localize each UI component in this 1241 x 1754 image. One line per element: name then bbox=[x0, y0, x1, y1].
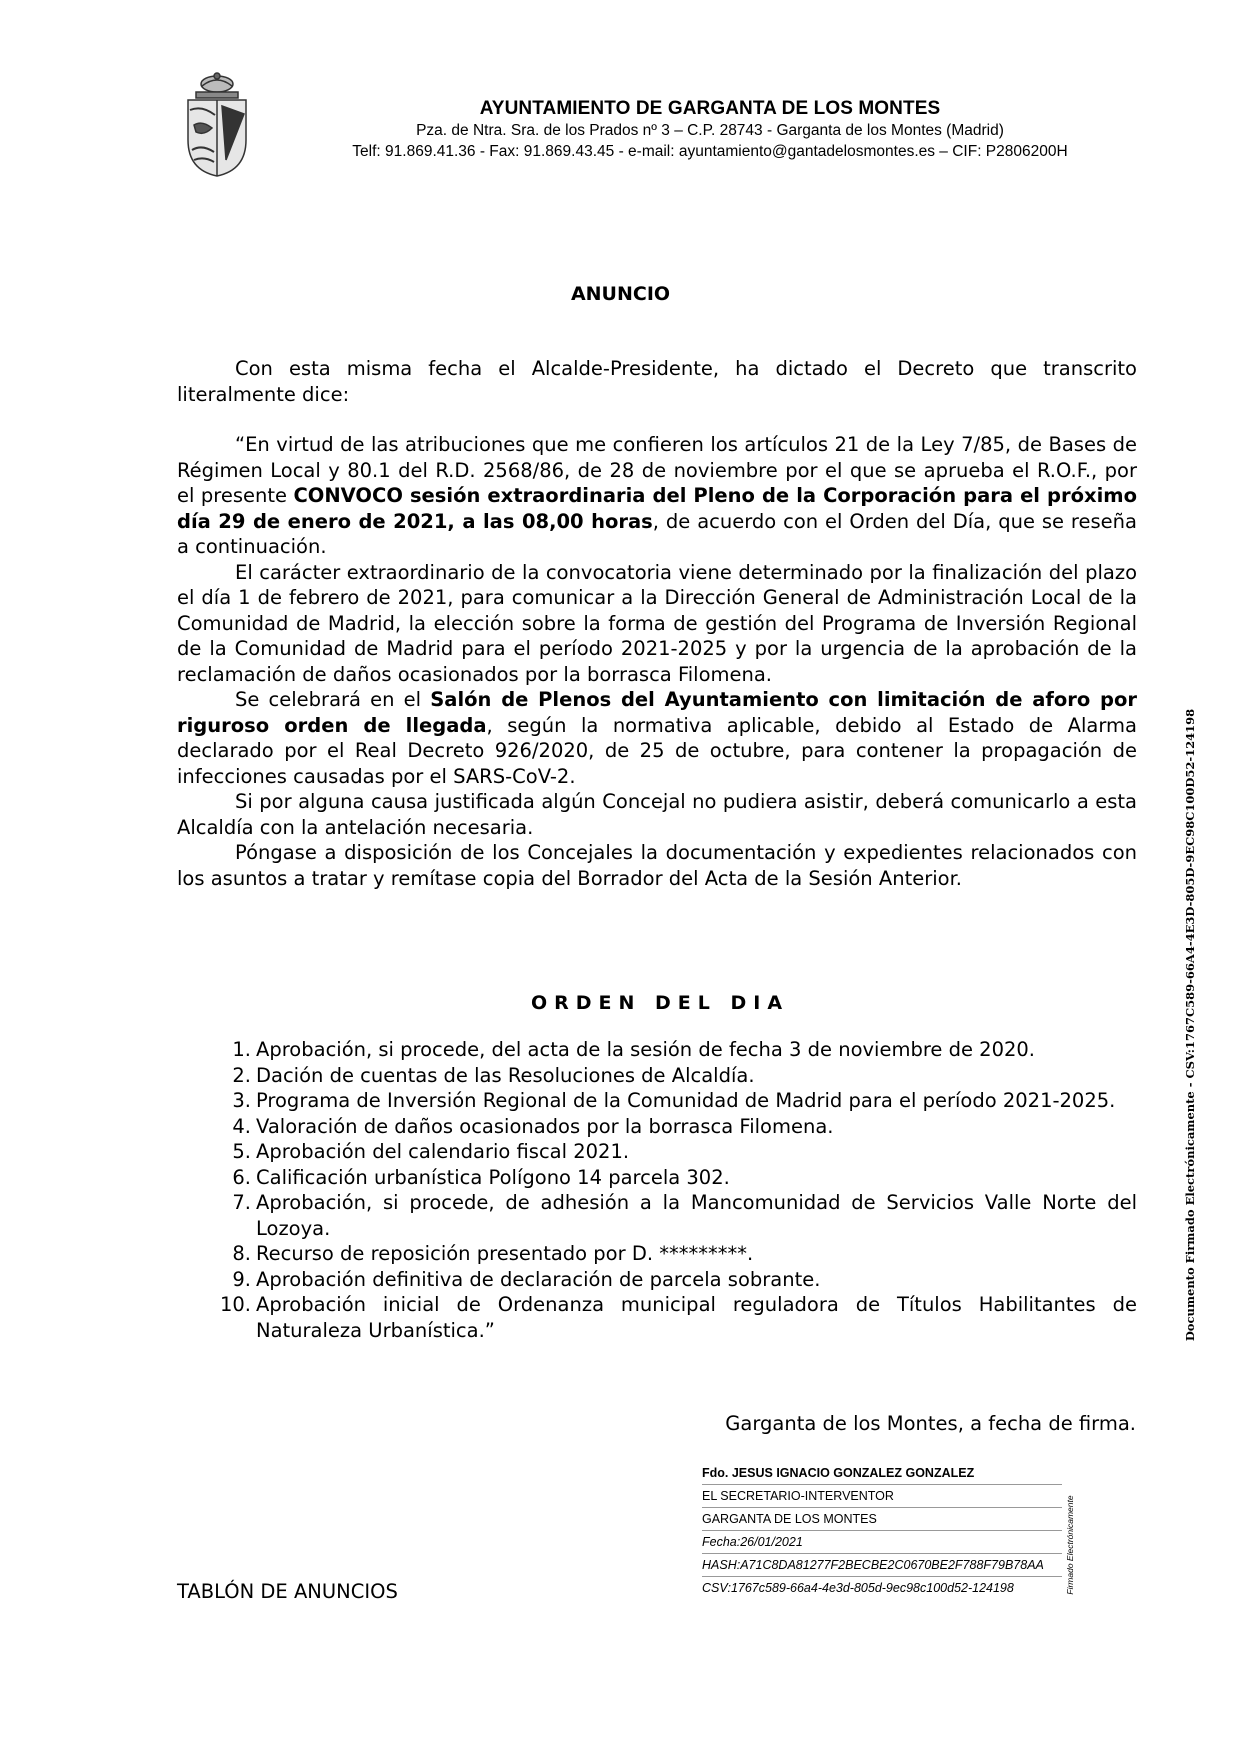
decree-paragraph-4: Si por alguna causa justificada algún Concejal no pudiera asistir, deberá comunicarlo a esta Alcaldía con la antelación necesaria. bbox=[177, 790, 1137, 839]
agenda-item-text: Valoración de daños ocasionados por la borrasca Filomena. bbox=[256, 1114, 834, 1138]
agenda-item-number: 8. bbox=[232, 1242, 251, 1265]
decree-p3-end: , según la normativa aplicable, debido al Estado de Alarma declarado por el Real Decreto 926/2020, de 25 de octubre, para contener la propagación de infecciones causadas por el SARS-CoV-2. bbox=[177, 713, 1137, 788]
municipal-crest-logo bbox=[182, 70, 252, 180]
agenda-item bbox=[177, 1165, 1137, 1191]
decree-p1-convocation: CONVOCO sesión extraordinaria del Pleno de la Corporación para el próximo día 29 de enero de 2021, a las 08,00 horas bbox=[177, 484, 1137, 533]
agenda-item bbox=[177, 1037, 1137, 1063]
signature-vertical-label bbox=[1063, 1480, 1077, 1610]
agenda-item bbox=[177, 1063, 1137, 1089]
agenda-item bbox=[177, 1139, 1137, 1165]
decree-p3-start: Se celebrará en el bbox=[235, 688, 431, 711]
organization-contact: Telf: 91.869.41.36 - Fax: 91.869.43.45 - e-mail: ayuntamiento@gantadelosmontes.es – CIF: P2806200H bbox=[352, 143, 1068, 160]
signature-csv: CSV:1767c589-66a4-4e3d-805d-9ec98c100d52-124198 bbox=[702, 1581, 1014, 1595]
agenda-item bbox=[177, 1190, 1137, 1241]
agenda-item bbox=[177, 1292, 1137, 1343]
agenda-item-text: Aprobación definitiva de declaración de parcela sobrante. bbox=[256, 1267, 821, 1291]
letterhead bbox=[280, 98, 1140, 162]
organization-name: AYUNTAMIENTO DE GARGANTA DE LOS MONTES bbox=[479, 98, 941, 119]
agenda-item-number: 6. bbox=[232, 1165, 251, 1189]
agenda-item-text: Dación de cuentas de las Resoluciones de Alcaldía. bbox=[256, 1063, 755, 1087]
signature-hash: HASH:A71C8DA81277F2BECBE2C0670BE2F788F79B78AA bbox=[702, 1554, 1062, 1577]
agenda-list bbox=[177, 1037, 1137, 1343]
agenda-item-text: Calificación urbanística Polígono 14 parcela 302. bbox=[256, 1165, 730, 1189]
signature-date: Fecha:26/01/2021 bbox=[702, 1531, 1062, 1554]
decree-p1-start: “En virtud de las atribuciones que me confieren los artículos 21 de la Ley 7/85, de Bases de Régimen Local y 80.1 del R.D. 2568/86, de 28 de noviembre por el que se aprueba el R.O.F., por el presente bbox=[177, 433, 1137, 507]
agenda-item bbox=[177, 1114, 1137, 1140]
agenda-item-number: 2. bbox=[232, 1063, 251, 1087]
agenda-title: ORDEN DEL DIA bbox=[530, 992, 790, 1014]
side-verification-stamp bbox=[1180, 708, 1200, 1342]
electronic-signature-block bbox=[702, 1462, 1062, 1599]
intro-text: Con esta misma fecha el Alcalde-Presidente, ha dictado el Decreto que transcrito literalmente dice: bbox=[177, 357, 1137, 406]
decree-body bbox=[177, 432, 1137, 891]
agenda-item-number: 5. bbox=[232, 1140, 251, 1163]
decree-p3-venue: Salón de Plenos del Ayuntamiento con limitación de aforo por riguroso orden de llegada bbox=[177, 688, 1137, 737]
agenda-item bbox=[177, 1267, 1137, 1293]
signer-role: EL SECRETARIO-INTERVENTOR bbox=[702, 1485, 1062, 1508]
agenda-item-text: Aprobación inicial de Ordenanza municipal reguladora de Títulos Habilitantes de Naturaleza Urbanística.” bbox=[256, 1293, 1137, 1342]
decree-paragraph-2: El carácter extraordinario de la convocatoria viene determinado por la finalización del plazo el día 1 de febrero de 2021, para comunicar a la Dirección General de Administración Local de la Comunidad de Madrid, la elección sobre la forma de gestión del Programa de Inversión Regional de la Comunidad de Madrid para el período 2021-2025 y por la urgencia de la aprobación de la reclamación de daños ocasionados por la borrasca Filomena. bbox=[177, 560, 1137, 686]
document-title: ANUNCIO bbox=[570, 283, 671, 305]
agenda-item bbox=[177, 1241, 1137, 1267]
organization-address: Pza. de Ntra. Sra. de los Prados nº 3 – C.P. 28743 - Garganta de los Montes (Madrid) bbox=[416, 122, 1004, 139]
signer-name: Fdo. JESUS IGNACIO GONZALEZ GONZALEZ bbox=[702, 1462, 1062, 1485]
agenda-item-text: Recurso de reposición presentado por D. *********. bbox=[256, 1242, 754, 1265]
agenda-item-number: 10. bbox=[219, 1293, 251, 1316]
agenda-item-text: Aprobación, si procede, del acta de la sesión de fecha 3 de noviembre de 2020. bbox=[256, 1038, 1036, 1061]
agenda-item-text: Programa de Inversión Regional de la Comunidad de Madrid para el período 2021-2025. bbox=[256, 1089, 1116, 1112]
intro-paragraph bbox=[177, 356, 1137, 407]
agenda-item-number: 1. bbox=[232, 1038, 251, 1061]
agenda-item-number: 7. bbox=[232, 1191, 251, 1214]
signer-entity: GARGANTA DE LOS MONTES bbox=[702, 1508, 1062, 1531]
agenda-item-number: 9. bbox=[232, 1267, 251, 1291]
agenda-item-text: Aprobación del calendario fiscal 2021. bbox=[256, 1140, 630, 1163]
agenda-item-number: 3. bbox=[232, 1089, 251, 1112]
place-and-date: Garganta de los Montes, a fecha de firma. bbox=[725, 1412, 1136, 1435]
signature-vertical-text: Firmado Electrónicamente bbox=[1065, 1495, 1075, 1595]
decree-paragraph-1 bbox=[177, 432, 1137, 560]
agenda-item-number: 4. bbox=[232, 1114, 251, 1138]
agenda-item-text: Aprobación, si procede, de adhesión a la Mancomunidad de Servicios Valle Norte del Lozoya. bbox=[256, 1191, 1137, 1240]
agenda-item bbox=[177, 1088, 1137, 1114]
decree-paragraph-5: Póngase a disposición de los Concejales la documentación y expedientes relacionados con los asuntos a tratar y remítase copia del Borrador del Acta de la Sesión Anterior. bbox=[177, 841, 1137, 890]
notice-board-label: TABLÓN DE ANUNCIOS bbox=[177, 1580, 398, 1603]
side-verification-text: Documento Firmado Electrónicamente - CSV:1767C589-66A4-4E3D-805D-9EC98C100D52-124198 bbox=[1183, 708, 1197, 1342]
decree-p1-end: , de acuerdo con el Orden del Día, que se reseña a continuación. bbox=[177, 509, 1137, 558]
decree-paragraph-3 bbox=[177, 687, 1137, 789]
